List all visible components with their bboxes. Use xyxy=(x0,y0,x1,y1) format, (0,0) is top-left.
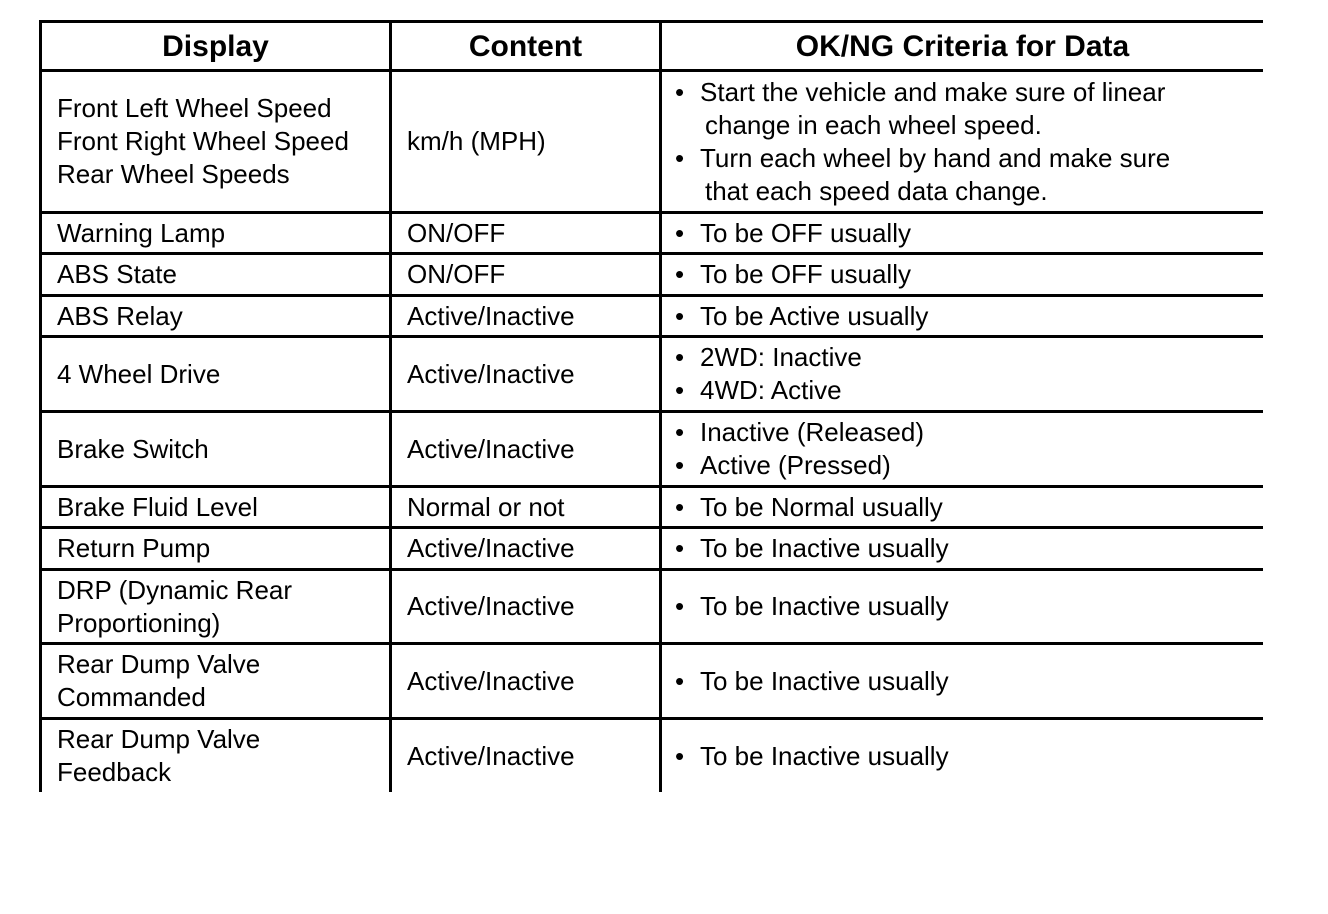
criteria-cell xyxy=(661,71,1264,213)
content-text: Active/Inactive xyxy=(407,740,575,771)
content-cell xyxy=(391,254,661,296)
bullet-icon: • xyxy=(675,533,685,563)
table-row xyxy=(41,71,1264,213)
bullet-icon: • xyxy=(675,665,685,696)
table-row xyxy=(41,528,1264,570)
criteria-text: Start the vehicle and make sure of linear xyxy=(700,76,1166,107)
table-row xyxy=(41,213,1264,254)
table-row xyxy=(41,296,1264,337)
content-cell xyxy=(391,570,661,644)
content-cell xyxy=(391,213,661,254)
content-text: Active/Inactive xyxy=(407,591,575,621)
criteria-text: change in each wheel speed. xyxy=(705,109,1042,140)
display-cell xyxy=(41,254,391,296)
criteria-bullet-item xyxy=(675,449,1263,482)
bullet-icon: • xyxy=(675,217,685,248)
content-text: Active/Inactive xyxy=(407,300,575,331)
criteria-cell xyxy=(661,487,1264,528)
display-text: Front Right Wheel Speed xyxy=(57,126,349,156)
content-cell xyxy=(391,71,661,213)
criteria-cell xyxy=(661,337,1264,412)
bullet-icon: • xyxy=(675,740,685,771)
bullet-icon: • xyxy=(675,300,685,331)
display-cell xyxy=(41,71,391,213)
bullet-icon: • xyxy=(675,375,685,405)
display-text: Brake Fluid Level xyxy=(57,491,258,522)
content-text: Active/Inactive xyxy=(407,433,575,464)
criteria-cell xyxy=(661,644,1264,719)
criteria-bullet-item xyxy=(675,300,1263,333)
table-row xyxy=(41,412,1264,487)
criteria-text: Turn each wheel by hand and make sure xyxy=(700,142,1171,173)
display-text: Warning Lamp xyxy=(57,217,226,248)
data-table xyxy=(39,20,1263,792)
display-text: Rear Dump Valve xyxy=(57,649,261,679)
criteria-cell xyxy=(661,412,1264,487)
content-text: Active/Inactive xyxy=(407,358,575,389)
criteria-bullet-item xyxy=(675,590,1263,623)
display-text: Brake Switch xyxy=(57,433,209,464)
display-cell xyxy=(41,570,391,644)
criteria-bullet-item xyxy=(675,142,1263,208)
header-content: Content xyxy=(391,22,661,71)
criteria-text: To be Inactive usually xyxy=(700,665,949,696)
table-row xyxy=(41,254,1264,296)
criteria-cell xyxy=(661,296,1264,337)
criteria-text: Inactive (Released) xyxy=(700,417,924,447)
content-cell xyxy=(391,719,661,793)
display-text: Return Pump xyxy=(57,533,211,563)
criteria-text: To be OFF usually xyxy=(700,259,911,289)
criteria-bullet-item xyxy=(675,217,1263,250)
content-text: Active/Inactive xyxy=(407,665,575,696)
criteria-text: 2WD: Inactive xyxy=(700,342,862,372)
criteria-text: 4WD: Active xyxy=(700,375,842,405)
data-table-frame xyxy=(39,20,1263,792)
bullet-icon: • xyxy=(675,450,685,480)
content-cell xyxy=(391,487,661,528)
criteria-bullet-item xyxy=(675,341,1263,374)
content-text: ON/OFF xyxy=(407,217,506,248)
criteria-text: To be Normal usually xyxy=(700,491,943,522)
content-cell xyxy=(391,644,661,719)
criteria-cell xyxy=(661,570,1264,644)
criteria-cell xyxy=(661,719,1264,793)
criteria-text: To be Inactive usually xyxy=(700,740,949,771)
criteria-bullet-item xyxy=(675,740,1263,773)
display-cell xyxy=(41,296,391,337)
display-text: Rear Wheel Speeds xyxy=(57,159,290,189)
header-row xyxy=(41,22,1264,71)
criteria-bullet-item xyxy=(675,374,1263,407)
display-cell xyxy=(41,487,391,528)
display-text: Feedback xyxy=(57,757,172,787)
criteria-bullet-item xyxy=(675,76,1263,142)
table-row xyxy=(41,487,1264,528)
criteria-text: To be Inactive usually xyxy=(700,533,949,563)
criteria-cell xyxy=(661,254,1264,296)
content-text: Normal or not xyxy=(407,491,565,522)
criteria-cell xyxy=(661,213,1264,254)
bullet-icon: • xyxy=(675,417,685,447)
bullet-icon: • xyxy=(675,491,685,522)
display-text: ABS Relay xyxy=(57,300,183,331)
criteria-bullet-item xyxy=(675,491,1263,524)
header-display: Display xyxy=(41,22,391,71)
bullet-icon: • xyxy=(675,342,685,372)
criteria-bullet-item xyxy=(675,416,1263,449)
criteria-text: To be Active usually xyxy=(700,300,929,331)
display-text: Front Left Wheel Speed xyxy=(57,93,332,123)
display-text: 4 Wheel Drive xyxy=(57,358,221,389)
display-cell xyxy=(41,337,391,412)
content-text: ON/OFF xyxy=(407,259,506,289)
table-row xyxy=(41,337,1264,412)
bullet-icon: • xyxy=(675,591,685,621)
display-cell xyxy=(41,528,391,570)
display-cell xyxy=(41,213,391,254)
display-text: Proportioning) xyxy=(57,607,221,638)
bullet-icon: • xyxy=(675,76,685,107)
content-cell xyxy=(391,528,661,570)
criteria-text: that each speed data change. xyxy=(705,175,1048,206)
content-text: km/h (MPH) xyxy=(407,126,546,156)
bullet-icon: • xyxy=(675,259,685,289)
table-row xyxy=(41,719,1264,793)
header-criteria: OK/NG Criteria for Data xyxy=(661,22,1264,71)
content-cell xyxy=(391,337,661,412)
criteria-text: Active (Pressed) xyxy=(700,450,891,480)
display-text: Commanded xyxy=(57,682,206,712)
criteria-bullet-item xyxy=(675,258,1263,291)
criteria-bullet-item xyxy=(675,665,1263,698)
criteria-bullet-item xyxy=(675,532,1263,565)
criteria-text: To be Inactive usually xyxy=(700,591,949,621)
content-text: Active/Inactive xyxy=(407,533,575,563)
criteria-cell xyxy=(661,528,1264,570)
display-text: ABS State xyxy=(57,259,177,289)
content-cell xyxy=(391,296,661,337)
display-text: Rear Dump Valve xyxy=(57,724,261,754)
table-row xyxy=(41,570,1264,644)
table-body xyxy=(41,71,1264,793)
display-cell xyxy=(41,719,391,793)
display-text: DRP (Dynamic Rear xyxy=(57,574,293,605)
table-row xyxy=(41,644,1264,719)
display-cell xyxy=(41,644,391,719)
bullet-icon: • xyxy=(675,142,685,173)
content-cell xyxy=(391,412,661,487)
display-cell xyxy=(41,412,391,487)
criteria-text: To be OFF usually xyxy=(700,217,911,248)
